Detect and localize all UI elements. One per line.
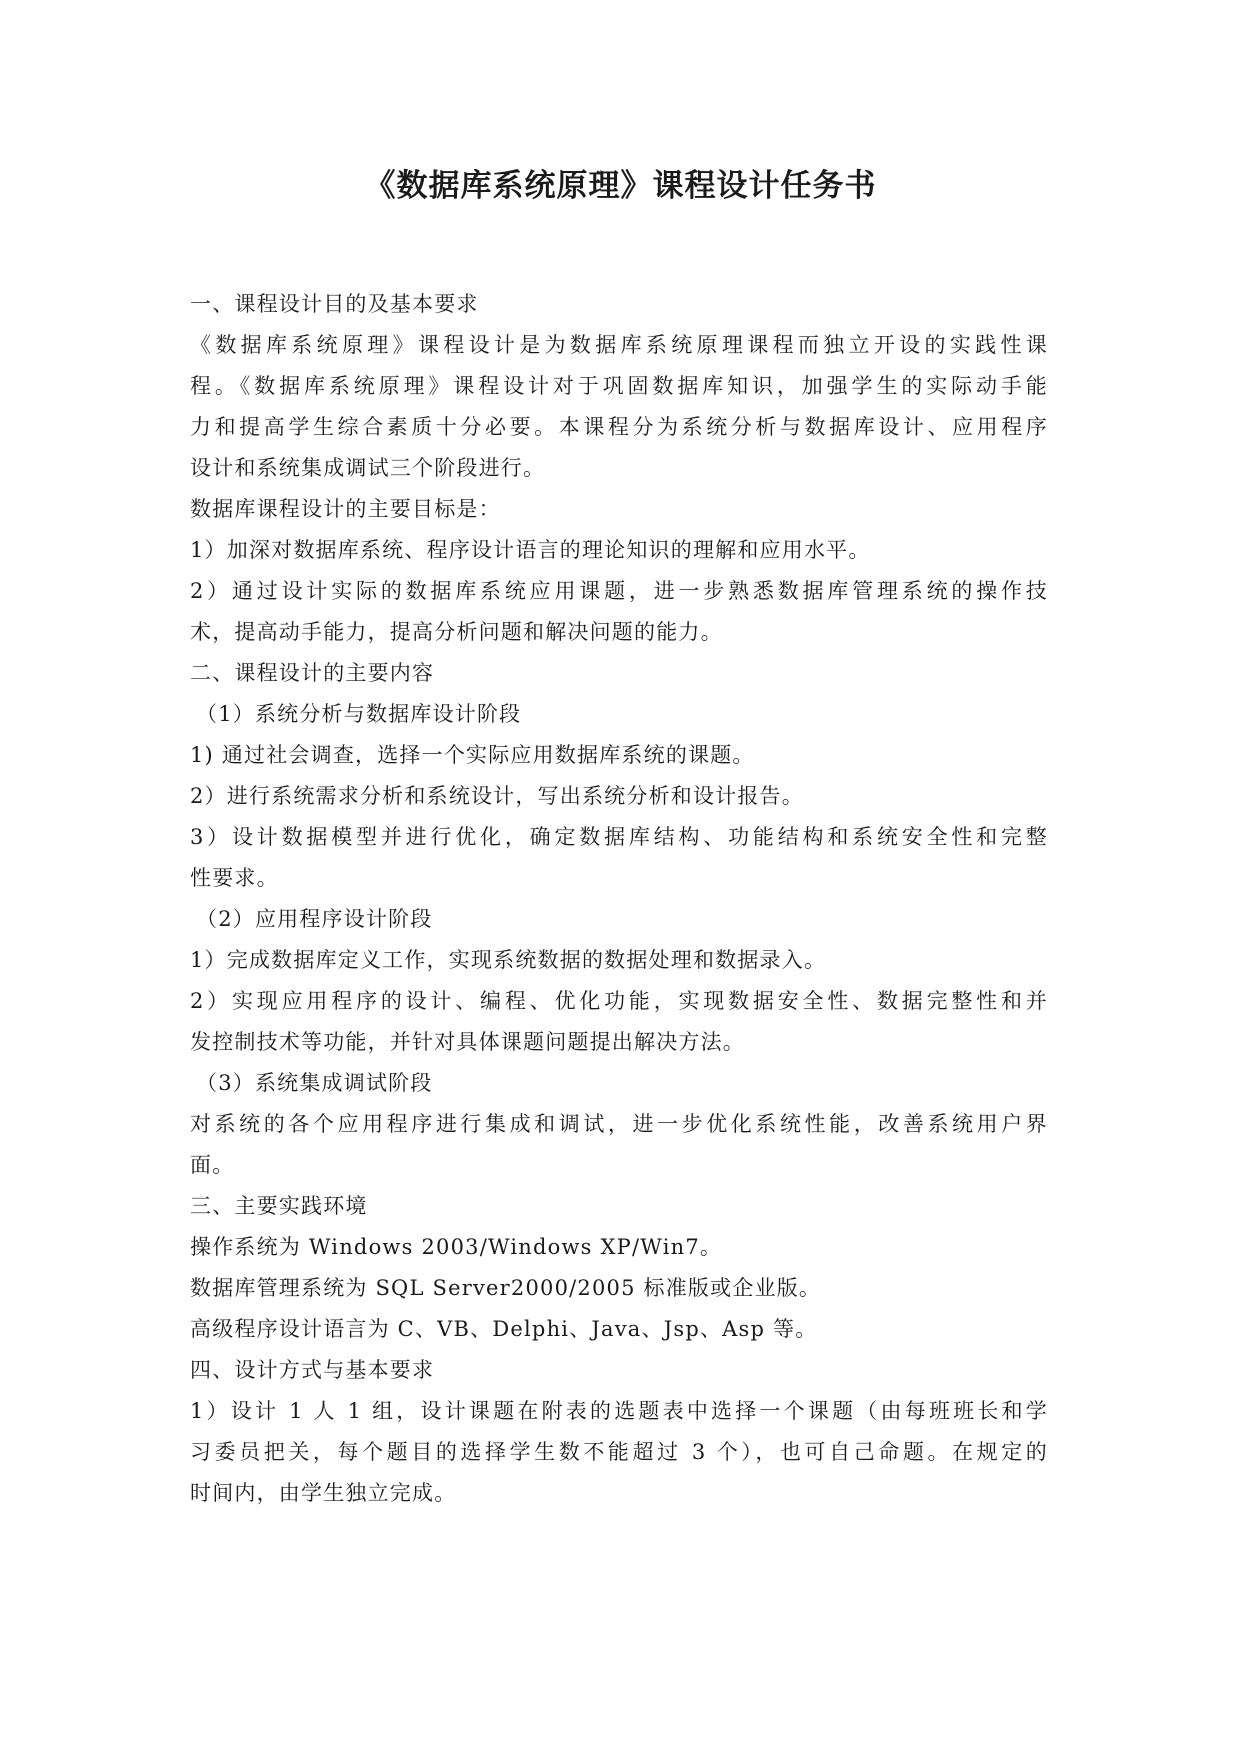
section-heading: 三、主要实践环境	[190, 1194, 368, 1218]
list-item-continuation: 术，提高动手能力，提高分析问题和解决问题的能力。	[190, 620, 723, 644]
list-item: 1）设计 1 人 1 组，设计课题在附表的选题表中选择一个课题（由每班班长和学	[190, 1399, 1048, 1423]
paragraph-line: 设计和系统集成调试三个阶段进行。	[190, 456, 546, 480]
subsection-heading: （3）系统集成调试阶段	[196, 1071, 433, 1095]
paragraph-line: 力和提高学生综合素质十分必要。本课程分为系统分析与数据库设计、应用程序	[190, 415, 1048, 439]
section-heading: 二、课程设计的主要内容	[190, 661, 435, 685]
paragraph-line: 对系统的各个应用程序进行集成和调试，进一步优化系统性能，改善系统用户界	[190, 1112, 1048, 1136]
list-item: 1）完成数据库定义工作，实现系统数据的数据处理和数据录入。	[190, 948, 827, 972]
paragraph-line: 数据库课程设计的主要目标是：	[190, 497, 501, 521]
document-body	[190, 284, 1048, 1514]
list-item-continuation: 习委员把关，每个题目的选择学生数不能超过 3 个），也可自己命题。在规定的	[190, 1440, 1048, 1464]
list-item: 3）设计数据模型并进行优化，确定数据库结构、功能结构和系统安全性和完整	[190, 825, 1048, 849]
section-heading: 四、设计方式与基本要求	[190, 1358, 435, 1382]
subsection-heading: （2）应用程序设计阶段	[196, 907, 433, 931]
list-item: 2）通过设计实际的数据库系统应用课题，进一步熟悉数据库管理系统的操作技	[190, 579, 1048, 603]
list-item-continuation: 性要求。	[190, 866, 279, 890]
list-item-continuation: 发控制技术等功能，并针对具体课题问题提出解决方法。	[190, 1030, 745, 1054]
list-item-continuation: 时间内，由学生独立完成。	[190, 1481, 457, 1505]
list-item: 2）进行系统需求分析和系统设计，写出系统分析和设计报告。	[190, 784, 804, 808]
list-item: 2）实现应用程序的设计、编程、优化功能，实现数据安全性、数据完整性和并	[190, 989, 1048, 1013]
paragraph-line: 程。《数据库系统原理》课程设计对于巩固数据库知识，加强学生的实际动手能	[190, 374, 1048, 398]
paragraph-line: 高级程序设计语言为 C、VB、Delphi、Java、Jsp、Asp 等。	[190, 1317, 818, 1341]
paragraph-line: 数据库管理系统为 SQL Server2000/2005 标准版或企业版。	[190, 1276, 822, 1300]
subsection-heading: （1）系统分析与数据库设计阶段	[196, 702, 522, 726]
paragraph-line: 《数据库系统原理》课程设计是为数据库系统原理课程而独立开设的实践性课	[190, 333, 1048, 357]
document-title: 《数据库系统原理》课程设计任务书	[364, 168, 877, 204]
list-item: 1) 通过社会调查，选择一个实际应用数据库系统的课题。	[190, 743, 755, 767]
section-heading: 一、课程设计目的及基本要求	[190, 292, 479, 316]
paragraph-line: 操作系统为 Windows 2003/Windows XP/Win7。	[190, 1235, 723, 1259]
list-item: 1）加深对数据库系统、程序设计语言的理论知识的理解和应用水平。	[190, 538, 871, 562]
paragraph-line: 面。	[190, 1153, 235, 1177]
